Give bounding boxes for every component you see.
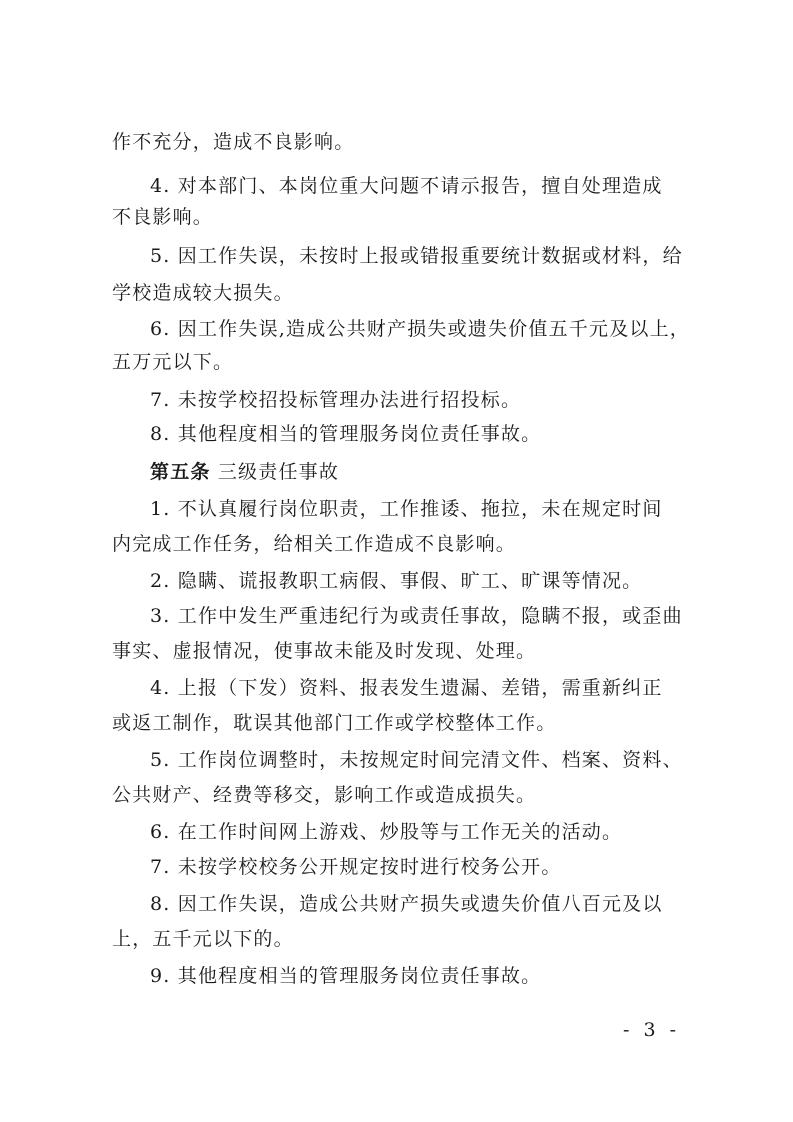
- text-line: 不良影响。: [112, 206, 214, 228]
- text-line: 1. 不认真履行岗位职责，工作推诿、拖拉，未在规定时间: [150, 498, 663, 520]
- text-line: 9. 其他程度相当的管理服务岗位责任事故。: [150, 965, 542, 987]
- page-number: - 3 -: [623, 1019, 681, 1041]
- text-line: 7. 未按学校招投标管理办法进行招投标。: [150, 389, 522, 411]
- text-line: 上，五千元以下的。: [112, 928, 294, 950]
- text-line: 事实、虚报情况，使事故未能及时发现、处理。: [112, 640, 537, 662]
- article-title: 三级责任事故: [217, 461, 340, 483]
- text-line: 内完成工作任务，给相关工作造成不良影响。: [112, 533, 517, 555]
- text-line: 5. 因工作失误，未按时上报或错报重要统计数据或材料，给: [150, 245, 683, 267]
- text-line: 4. 对本部门、本岗位重大问题不请示报告，擅自处理造成: [150, 175, 663, 197]
- text-line: 学校造成较大损失。: [112, 282, 294, 304]
- text-line: 3. 工作中发生严重违纪行为或责任事故，隐瞒不报，或歪曲: [150, 605, 683, 627]
- text-line: 公共财产、经费等移交，影响工作或造成损失。: [112, 784, 537, 806]
- text-line: 或返工制作，耽误其他部门工作或学校整体工作。: [112, 712, 557, 734]
- text-line: 6. 因工作失误,造成公共财产损失或遗失价值五千元及以上，: [150, 318, 691, 340]
- text-line: 5. 工作岗位调整时，未按规定时间完清文件、档案、资料、: [150, 749, 683, 771]
- text-line: 2. 隐瞒、谎报教职工病假、事假、旷工、旷课等情况。: [150, 570, 643, 592]
- text-line: 4. 上报（下发）资料、报表发生遗漏、差错，需重新纠正: [150, 677, 663, 699]
- text-line: 8. 其他程度相当的管理服务岗位责任事故。: [150, 423, 542, 445]
- text-line: 五万元以下。: [112, 351, 234, 373]
- text-line: 作不充分，造成不良影响。: [112, 131, 355, 153]
- text-line: 6. 在工作时间网上游戏、炒股等与工作无关的活动。: [150, 821, 623, 843]
- text-line: 8. 因工作失误，造成公共财产损失或遗失价值八百元及以: [150, 893, 663, 915]
- text-line: 7. 未按学校校务公开规定按时进行校务公开。: [150, 856, 562, 878]
- article-heading: [150, 460, 730, 484]
- article-label: 第五条: [150, 461, 211, 483]
